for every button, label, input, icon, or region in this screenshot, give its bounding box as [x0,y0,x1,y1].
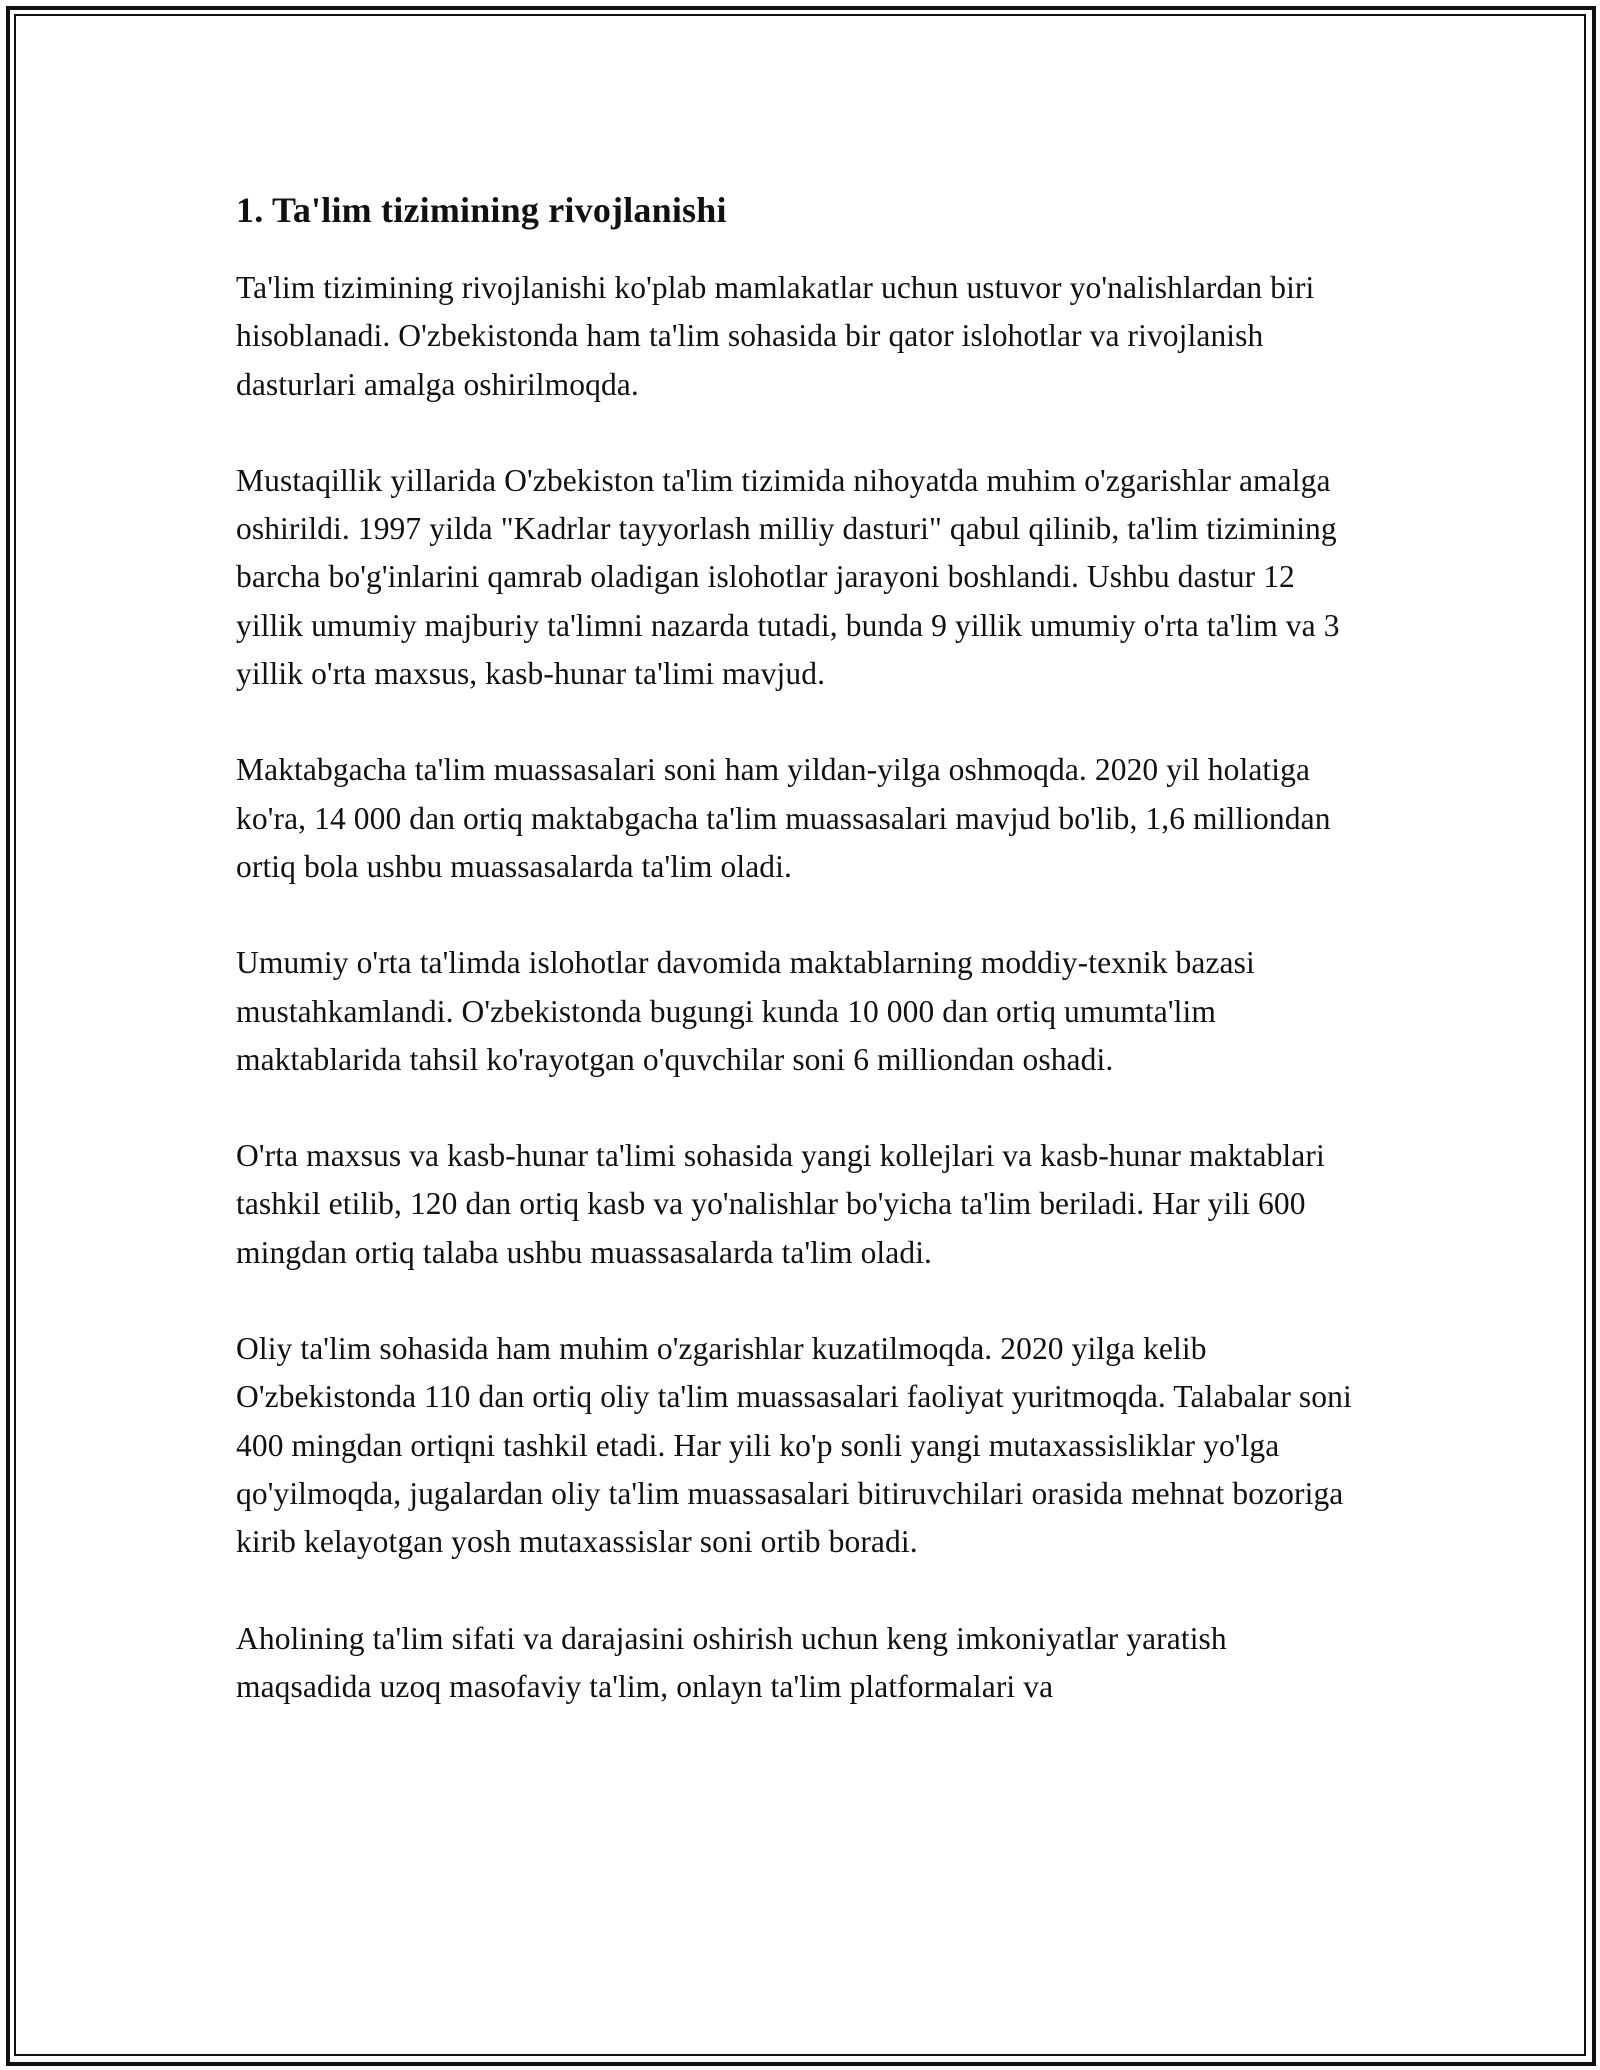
paragraph-independence-reforms: Mustaqillik yillarida O'zbekiston ta'lim tizimida nihoyatda muhim o'zgarishlar amalga oshirildi. 1997 yilda "Kadrlar tayyorlash milliy dasturi" qabul qilinib, ta'lim tizimining barcha bo'g'inlarini qamrab oladigan islohotlar jarayoni boshlandi. Ushbu dastur 12 yillik umumiy majburiy ta'limni nazarda tutadi, bunda 9 yillik umumiy o'rta ta'lim va 3 yillik o'rta maxsus, kasb-hunar ta'limi mavjud. [236,462,1340,692]
paragraph-general-secondary: Umumiy o'rta ta'limda islohotlar davomida maktablarning moddiy-texnik bazasi mustahkamlandi. O'zbekistonda bugungi kunda 10 000 dan ortiq umumta'lim maktablarida tahsil ko'rayotgan o'quvchilar soni 6 milliondan oshadi. [236,945,1255,1077]
paragraph-distance-learning: Aholining ta'lim sifati va darajasini oshirish uchun keng imkoniyatlar yaratish maqsadida uzoq masofaviy ta'lim, onlayn ta'lim platformalari va [236,1620,1227,1704]
document-body [236,186,1366,1711]
paragraph-preschool: Maktabgacha ta'lim muassasalari soni ham yildan-yilga oshmoqda. 2020 yil holatiga ko'ra, 14 000 dan ortiq maktabgacha ta'lim muassasalari mavjud bo'lib, 1,6 milliondan ortiq bola ushbu muassasalarda ta'lim oladi. [236,752,1331,884]
paragraph-intro: Ta'lim tizimining rivojlanishi ko'plab mamlakatlar uchun ustuvor yo'nalishlardan biri hisoblanadi. O'zbekistonda ham ta'lim sohasida bir qator islohotlar va rivojlanish dasturlari amalga oshirilmoqda. [236,270,1315,402]
paragraph-vocational: O'rta maxsus va kasb-hunar ta'limi sohasida yangi kollejlari va kasb-hunar maktablari tashkil etilib, 120 dan ortiq kasb va yo'nalishlar bo'yicha ta'lim beriladi. Har yili 600 mingdan ortiq talaba ushbu muassasalarda ta'lim oladi. [236,1138,1325,1270]
paragraph-higher-education: Oliy ta'lim sohasida ham muhim o'zgarishlar kuzatilmoqda. 2020 yilga kelib O'zbekistonda 110 dan ortiq oliy ta'lim muassasalari faoliyat yuritmoqda. Talabalar soni 400 mingdan ortiqni tashkil etadi. Har yili ko'p sonli yangi mutaxassisliklar yo'lga qo'yilmoqda, jugalardan oliy ta'lim muassasalari bitiruvchilari orasida mehnat bozoriga kirib kelayotgan yosh mutaxassislar soni ortib boradi. [236,1331,1352,1560]
section-heading: 1. Ta'lim tizimining rivojlanishi [236,190,727,230]
